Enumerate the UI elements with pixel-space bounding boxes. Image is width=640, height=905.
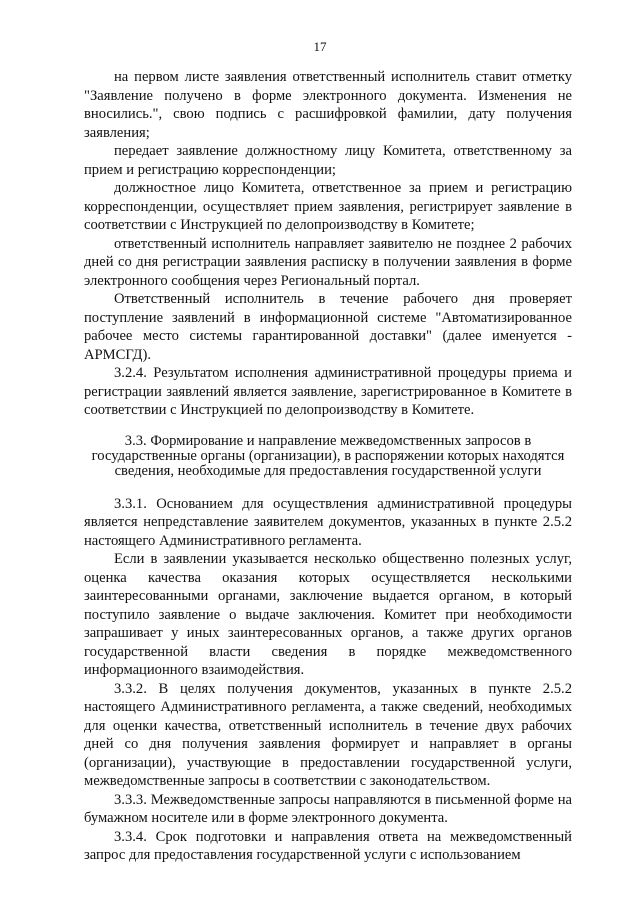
paragraph-receipt-notice: ответственный исполнитель направляет заявителю не позднее 2 рабочих дней со дня регистрации заявления расписку в получении заявления в форме электронного сообщения через Региональный портал. bbox=[84, 235, 572, 289]
paragraph-3-3-2: 3.3.2. В целях получения документов, указанных в пункте 2.5.2 настоящего Административного регламента, а также сведений, необходимых для оценки качества, ответственный исполнитель в течение двух рабочих дней со дня получения заявления формирует и направляет в органы (организации), участвующие в предоставлении государственной услуги, межведомственные запросы в соответствии с законодательством. bbox=[84, 680, 572, 789]
paragraph-3-2-4: 3.2.4. Результатом исполнения административной процедуры приема и регистрации заявлений является заявление, зарегистрированное в Комитете в соответствии с Инструкцией по делопроизводству в Комитете. bbox=[84, 365, 572, 418]
paragraph-3-3-1: 3.3.1. Основанием для осуществления административной процедуры является непредставление заявителем документов, указанных в пункте 2.5.2 настоящего Административного регламента. bbox=[84, 495, 572, 549]
paragraph-3-3-4: 3.3.4. Срок подготовки и направления ответа на межведомственный запрос для предоставления государственной услуги с использованием bbox=[84, 828, 572, 863]
paragraph-3-3-3: 3.3.3. Межведомственные запросы направляются в письменной форме на бумажном носителе или в форме электронного документа. bbox=[84, 791, 572, 826]
document-body bbox=[84, 68, 572, 865]
paragraph-first-sheet-mark: на первом листе заявления ответственный исполнитель ставит отметку "Заявление получено в форме электронного документа. Изменения не вносились.", свою подпись с расшифровкой фамилии, дату получения заявления; bbox=[84, 69, 572, 141]
paragraph-transfer-application: передает заявление должностному лицу Комитета, ответственному за прием и регистрацию корреспонденции; bbox=[84, 143, 572, 178]
page-number: 17 bbox=[313, 39, 327, 54]
section-heading-3-3: 3.3. Формирование и направление межведомственных запросов в государственные органы (организации), в распоряжении которых находятся сведения, необходимые для предоставления государственной услуги bbox=[91, 432, 565, 479]
paragraph-official-registration: должностное лицо Комитета, ответственное за прием и регистрацию корреспонденции, осуществляет прием заявления, регистрирует заявление в соответствии с Инструкцией по делопроизводству в Комитете; bbox=[84, 180, 572, 233]
paragraph-multiple-services: Если в заявлении указывается несколько общественно полезных услуг, оценка качества оказания которых осуществляется несколькими заинтересованными органами, заключение выдается органом, в который поступило заявление о выдаче заключения. Комитет при необходимости запрашивает у иных заинтересованных органов, а также других органов государственной власти сведения в порядке межведомственного информационного взаимодействия. bbox=[84, 551, 572, 678]
paragraph-armsgd-check: Ответственный исполнитель в течение рабочего дня проверяет поступление заявлений в информационной системе "Автоматизированное рабочее место системы гарантированной доставки" (далее именуется - АРМСГД). bbox=[84, 291, 572, 363]
